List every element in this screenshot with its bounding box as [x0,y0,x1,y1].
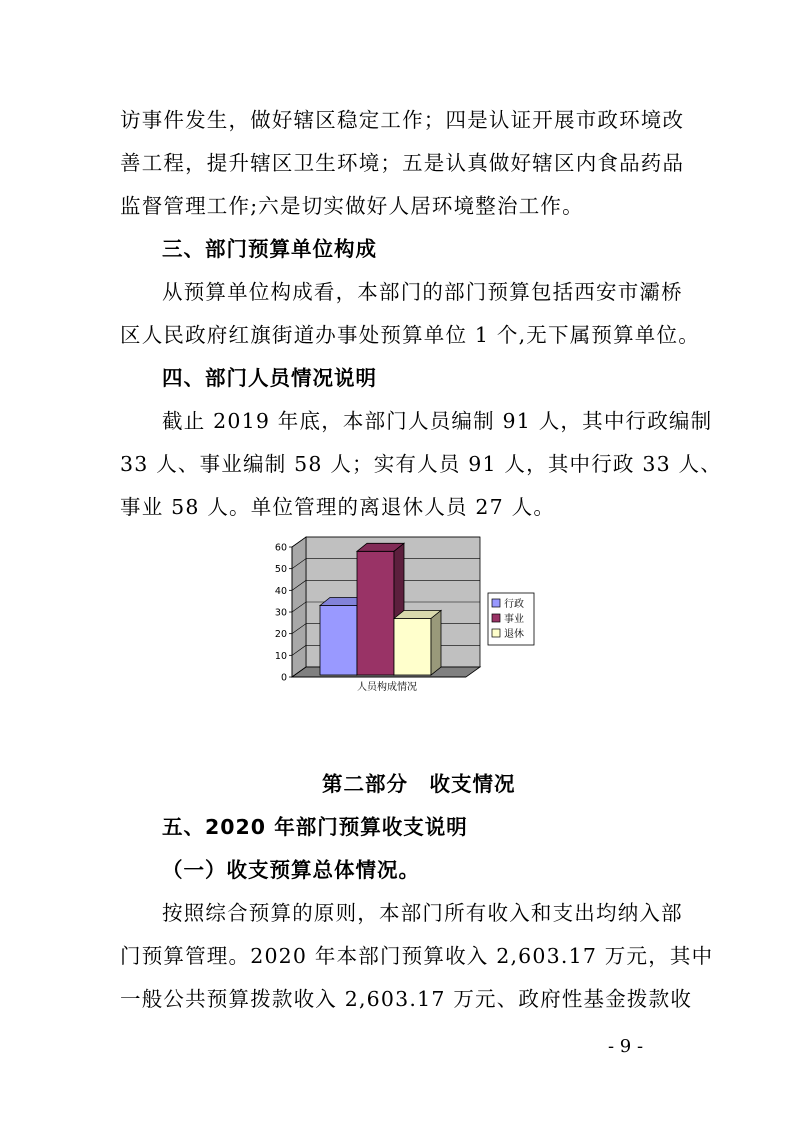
body-text-line: 从预算单位构成看，本部门的部门预算包括西安市灞桥 [162,280,683,304]
chart-legend-swatch [492,599,500,607]
chart-y-tick-label: 20 [274,629,287,641]
section-heading: 五、2020 年部门预算收支说明 [162,815,468,839]
body-text-line: 门预算管理。2020 年本部门预算收入 2,603.17 万元，其中 [120,944,714,968]
page-number: - 9 - [608,1036,644,1057]
body-text-line: 截止 2019 年底，本部门人员编制 91 人，其中行政编制 [162,409,713,433]
subsection-heading: （一）收支预算总体情况。 [162,858,420,882]
body-text-line: 访事件发生，做好辖区稳定工作；四是认证开展市政环境改 [120,108,685,132]
part-title: 第二部分 收支情况 [322,772,516,796]
chart-y-tick-label: 50 [274,564,287,576]
chart-y-tick-label: 40 [274,585,287,597]
chart-legend-label: 行政 [504,599,524,610]
staff-composition-chart [268,535,538,705]
chart-bar-退休 [394,619,431,676]
body-text-line: 善工程，提升辖区卫生环境；五是认真做好辖区内食品药品 [120,151,685,175]
chart-x-category-label: 人员构成情况 [357,682,417,693]
chart-legend-swatch [492,629,500,637]
chart-y-tick-label: 60 [274,542,287,554]
section-heading: 三、部门预算单位构成 [162,237,377,261]
chart-legend-label: 事业 [504,614,524,625]
body-text-line: 按照综合预算的原则，本部门所有收入和支出均纳入部 [162,901,683,925]
chart-bar-行政 [320,606,357,676]
body-text-line: 监督管理工作;六是切实做好人居环境整治工作。 [120,194,584,218]
body-text-line: 区人民政府红旗街道办事处预算单位 1 个,无下属预算单位。 [120,323,700,347]
chart-legend-label: 退休 [504,629,524,640]
body-text-line: 一般公共预算拨款收入 2,603.17 万元、政府性基金拨款收 [120,987,693,1011]
chart-y-tick-label: 30 [274,607,287,619]
chart-legend-swatch [492,614,500,622]
chart-bar-side-退休 [431,611,441,676]
chart-y-tick-label: 10 [274,650,287,662]
body-text-line: 33 人、事业编制 58 人；实有人员 91 人，其中行政 33 人、 [120,452,722,476]
chart-bar-事业 [357,551,394,675]
section-heading: 四、部门人员情况说明 [162,366,377,390]
body-text-line: 事业 58 人。单位管理的离退休人员 27 人。 [120,495,556,519]
chart-y-tick-label: 0 [280,672,287,684]
